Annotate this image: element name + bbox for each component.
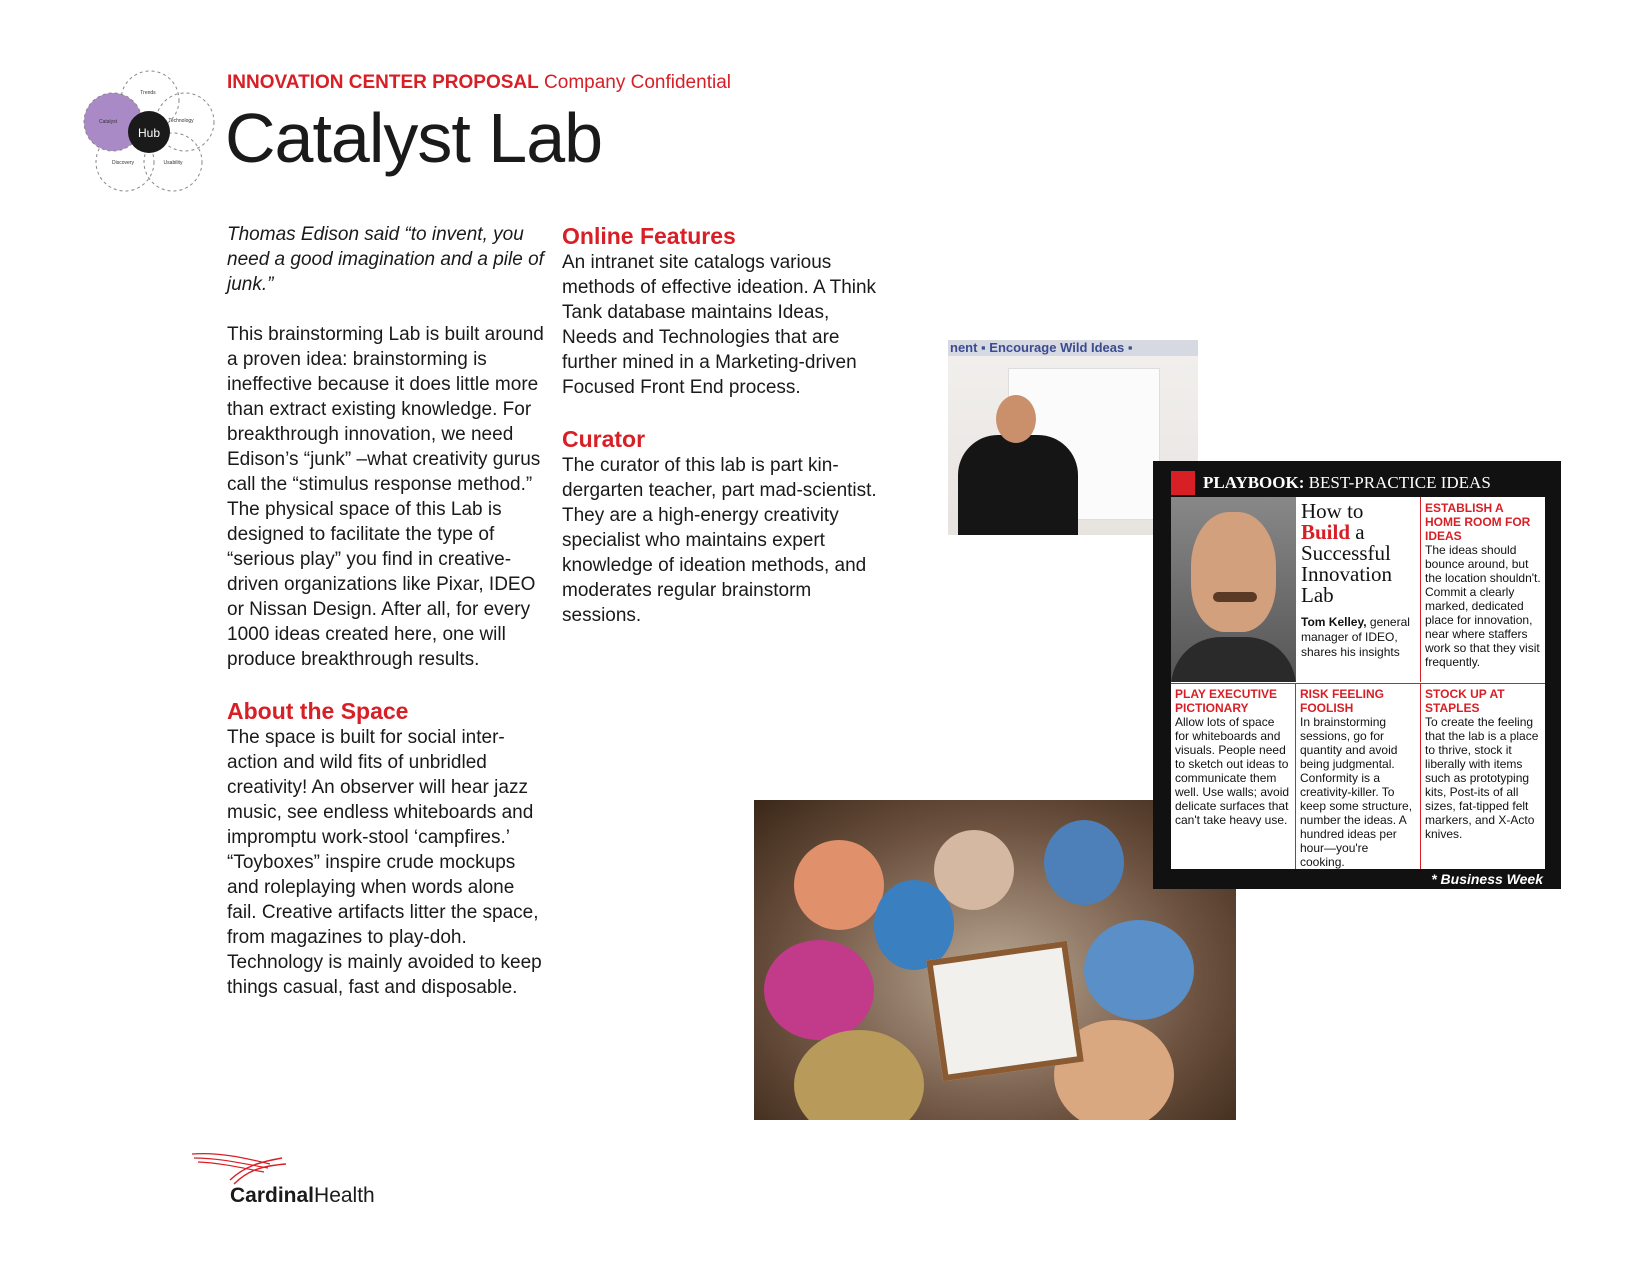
playbook-header (1171, 471, 1545, 495)
hub-diagram (80, 70, 220, 195)
title-how-to: How to (1301, 499, 1364, 523)
diagram-hub-label: Hub (137, 126, 161, 140)
tip-heading: ESTABLISH A HOME ROOM FOR IDEAS (1425, 501, 1531, 543)
portrait-mustache (1213, 592, 1257, 602)
playbook-head-rest: BEST-PRACTICE IDEAS (1304, 473, 1491, 492)
tip-heading: STOCK UP AT STAPLES (1425, 687, 1505, 715)
divider (1420, 497, 1421, 682)
diagram-label-discovery: Discovery (112, 160, 134, 166)
playbook-byline (1301, 615, 1419, 660)
playbook-head-bold: PLAYBOOK: (1203, 473, 1305, 492)
logo-bold: Cardinal (230, 1184, 315, 1207)
tip-staples (1425, 687, 1541, 841)
red-square-icon (1171, 471, 1195, 495)
about-space-heading: About the Space (227, 698, 409, 724)
cardinal-health-logo-text (230, 1184, 375, 1208)
diagram-label-trends: Trends (140, 90, 156, 96)
tip-body: In brainstorming sessions, go for quantity and avoid being judgmental. Conformity is a creativity-killer. To keep some structure, number the ideas. A hundred ideas per hour—you're cooking. (1300, 715, 1413, 869)
diagram-label-usability: Usability (163, 160, 183, 166)
title-build: Build (1301, 520, 1351, 544)
divider (1420, 683, 1421, 869)
byline-rest: general manager of IDEO, shares his insights (1301, 615, 1410, 659)
title-rest: a Successful Innovation Lab (1301, 520, 1392, 607)
playbook-card (1153, 461, 1561, 889)
diagram-label-catalyst: Catalyst (98, 119, 118, 125)
divider (1295, 683, 1296, 869)
page-title: Catalyst Lab (225, 99, 603, 177)
about-space-paragraph: The space is built for social interaction and wild fits of unbridled creativity! An observer will hear jazz music, see endless whiteboards and impromptu work-stool ‘campfires.’ “Toyboxes” inspire crude mockups and roleplaying when words alone fail. Creative artifacts litter the space, from magazines to play-doh. Technology is mainly avoided to keep things casual, fast and disposable. (227, 727, 542, 998)
person-shape (1044, 820, 1124, 905)
curator-heading: Curator (562, 426, 646, 452)
playbook-title (1301, 501, 1419, 606)
tip-pictionary (1175, 687, 1291, 827)
tip-heading: PLAY EXECUTIVE PICTIONARY (1175, 687, 1278, 715)
online-features-paragraph: An intranet site catalogs various methods of effective ideation. A Think Tank database maintains Ideas, Needs and Technologies that are further mined in a Marketing-driven Focused Front End process. (562, 252, 877, 398)
person-shape (764, 940, 874, 1040)
diagram-label-technology: Technology (168, 118, 194, 124)
column-left (227, 222, 547, 1000)
presenter-body (958, 435, 1078, 535)
curator-paragraph: The curator of this lab is part kindergarten teacher, part mad-scientist. They are a high-energy creativity specialist who maintains expert knowledge of ideation methods, and moderates regular brainstorm sessions. (562, 455, 877, 626)
tip-home-room (1425, 501, 1541, 669)
portrait-face (1191, 512, 1276, 632)
playbook-source: * Business Week (1431, 871, 1543, 887)
edison-quote: Thomas Edison said “to invent, you need a good imagination and a pile of junk.” (227, 224, 544, 295)
tip-heading: RISK FEELING FOOLISH (1300, 687, 1385, 715)
person-shape (1084, 920, 1194, 1020)
photo-banner: nent ▪ Encourage Wild Ideas ▪ (948, 340, 1198, 356)
byline-name: Tom Kelley, (1301, 615, 1367, 629)
kicker-bold: INNOVATION CENTER PROPOSAL (227, 72, 539, 93)
tip-feeling-foolish (1300, 687, 1416, 869)
portrait-shoulders (1171, 637, 1296, 682)
tip-body: To create the feeling that the lab is a place to thrive, stock it liberally with items such as prototyping kits, Post-its of all sizes, fat-tipped felt markers, and X-Acto knives. (1425, 715, 1539, 841)
intro-paragraph: This brainstorming Lab is built around a proven idea: brainstorming is ineffective because it does little more than extract existing knowledge. For breakthrough innovation, we need Edison’s “junk” –what creativity gurus call the “stimulus response method.” The physical space of this Lab is designed to facilitate the type of “serious play” you find in creative-driven organizations like Pixar, IDEO or Nissan Design. After all, for every 1000 ideas created here, one will produce breakthrough results. (227, 324, 544, 670)
tip-body: Allow lots of space for whiteboards and visuals. People need to sketch out ideas to communicate them well. Use walls; avoid delicate surfaces that can't take heavy use. (1175, 715, 1290, 827)
person-shape (794, 840, 884, 930)
person-shape (874, 880, 954, 970)
playbook-body (1171, 497, 1545, 869)
tip-body: The ideas should bounce around, but the location shouldn't. Commit a clearly marked, dedicated place for innovation, near where staffers work so that they visit frequently. (1425, 543, 1541, 669)
tom-kelley-portrait (1171, 497, 1296, 682)
column-middle (562, 222, 882, 628)
logo-rest: Health (314, 1184, 375, 1207)
page-kicker (227, 72, 731, 94)
kicker-rest: Company Confidential (538, 72, 731, 93)
divider (1171, 683, 1545, 684)
table-board (926, 941, 1084, 1082)
presenter-head (996, 395, 1036, 443)
person-shape (794, 1030, 924, 1120)
online-features-heading: Online Features (562, 223, 736, 249)
